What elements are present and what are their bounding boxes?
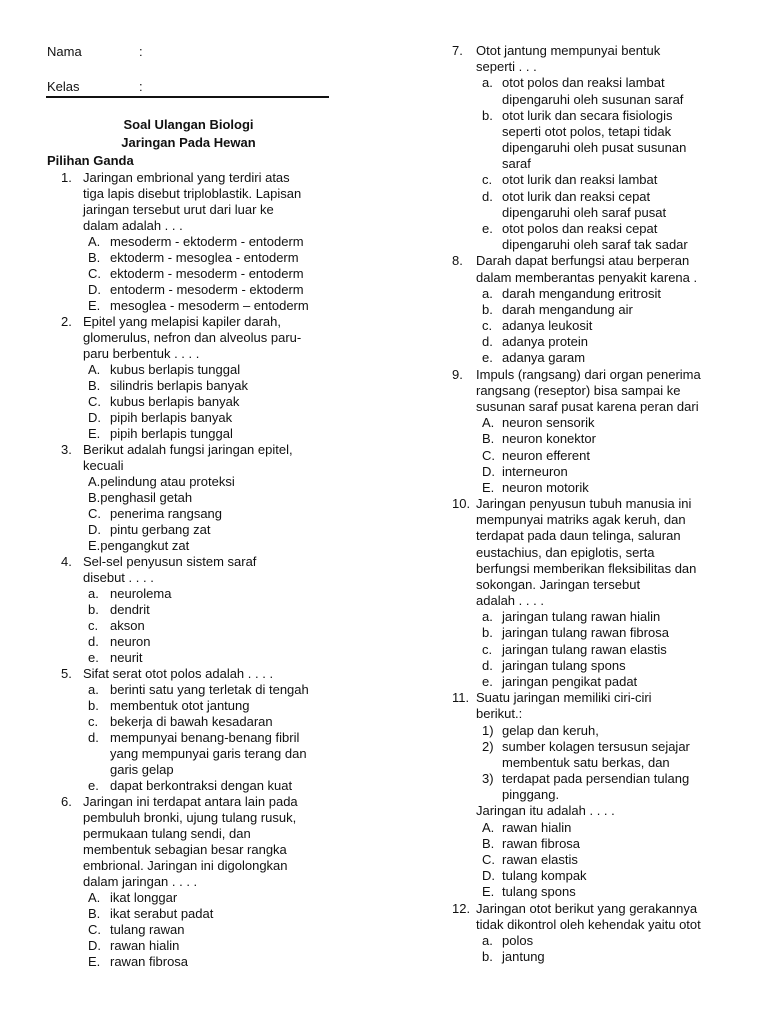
option-text: neuron <box>110 634 151 649</box>
option-label: d. <box>88 730 99 745</box>
kelas-label: Kelas <box>47 79 80 94</box>
question-text: rangsang (reseptor) bisa sampai ke <box>476 382 681 398</box>
option-label: D. <box>88 522 101 537</box>
option-text: rawan elastis <box>502 852 578 867</box>
option-label: a. <box>482 75 493 91</box>
option-text: mesoderm - ektoderm - entoderm <box>110 234 304 249</box>
question-text: dalam memberantas penyakit karena . <box>476 269 698 285</box>
question-number: 3. <box>61 442 72 457</box>
option-label: B. <box>88 906 101 921</box>
option-text: gelap dan keruh, <box>502 722 599 738</box>
option-text: neuron konektor <box>502 431 596 447</box>
option-text: rawan hialin <box>110 938 180 953</box>
question-text: Jaringan penyusun tubuh manusia ini <box>476 496 692 512</box>
option-label: c. <box>482 172 493 188</box>
option-label: b. <box>482 107 493 123</box>
option-label: A. <box>88 234 101 249</box>
option-text: neuron efferent <box>502 447 590 463</box>
option-text: neurit <box>110 650 143 665</box>
option-label: B. <box>482 835 495 851</box>
option-label: C. <box>88 922 101 937</box>
section-heading: Pilihan Ganda <box>47 153 134 168</box>
option-label: c. <box>88 714 99 729</box>
question-text: dalam adalah . . . <box>83 218 183 233</box>
question-text: glomerulus, nefron dan alveolus paru- <box>83 330 302 345</box>
question-number: 11. <box>452 690 470 706</box>
question-text: pembuluh bronki, ujung tulang rusuk, <box>83 810 297 825</box>
option-text: dipengaruhi oleh saraf tak sadar <box>502 237 688 253</box>
question-text: membentuk sebagian besar rangka <box>83 842 287 857</box>
option-label: C. <box>88 394 101 409</box>
option-text: membentuk satu berkas, dan <box>502 754 670 770</box>
option-label: B. <box>88 378 101 393</box>
option-text: pipih berlapis banyak <box>110 410 233 425</box>
option-text: otot polos dan reaksi lambat <box>502 75 665 91</box>
option-text: garis gelap <box>110 762 174 777</box>
option-label: a. <box>482 932 493 948</box>
option-text: otot lurik dan secara fisiologis <box>502 107 673 123</box>
option-label: e. <box>482 674 493 690</box>
option-text: A.pelindung atau proteksi <box>88 474 235 489</box>
option-text: yang mempunyai garis terang dan <box>110 746 307 761</box>
option-text: tulang kompak <box>502 868 587 884</box>
header-divider <box>46 96 329 98</box>
option-label: e. <box>88 778 99 793</box>
option-text: terdapat pada persendian tulang <box>502 771 690 787</box>
option-text: darah mengandung air <box>502 301 633 317</box>
nama-colon: : <box>139 44 143 59</box>
question-text: Darah dapat berfungsi atau berperan <box>476 253 690 269</box>
option-text: pinggang. <box>502 787 560 803</box>
question-text: tidak dikontrol oleh kehendak yaitu otot <box>476 916 701 932</box>
question-text: adalah . . . . <box>476 593 544 609</box>
question-text: Jaringan embrional yang terdiri atas <box>83 170 290 185</box>
option-text: dipengaruhi oleh pusat susunan <box>502 140 687 156</box>
option-text: dapat berkontraksi dengan kuat <box>110 778 293 793</box>
option-text: bekerja di bawah kesadaran <box>110 714 273 729</box>
option-text: pipih berlapis tunggal <box>110 426 233 441</box>
option-text: rawan hialin <box>502 819 572 835</box>
option-text: entoderm - mesoderm - ektoderm <box>110 282 304 297</box>
question-text: Impuls (rangsang) dari organ penerima <box>476 366 701 382</box>
option-text: neuron sensorik <box>502 415 595 431</box>
question-number: 1. <box>61 170 72 185</box>
option-label: 3) <box>482 771 494 787</box>
option-label: A. <box>88 890 101 905</box>
option-label: C. <box>482 852 495 867</box>
option-label: d. <box>482 188 493 204</box>
option-text: otot lurik dan reaksi lambat <box>502 172 658 188</box>
option-label: D. <box>88 938 101 953</box>
question-text: embrional. Jaringan ini digolongkan <box>83 858 288 873</box>
question-number: 8. <box>452 253 463 269</box>
question-number: 9. <box>452 366 463 382</box>
question-text: terdapat pada daun telinga, saluran <box>476 528 681 544</box>
option-label: A. <box>482 819 495 835</box>
question-number: 4. <box>61 554 72 569</box>
option-text: ikat serabut padat <box>110 906 214 921</box>
option-label: a. <box>482 609 493 625</box>
kelas-colon: : <box>139 79 143 94</box>
question-text: sokongan. Jaringan tersebut <box>476 576 641 592</box>
option-label: d. <box>88 634 99 649</box>
question-number: 7. <box>452 43 463 58</box>
option-text: adanya garam <box>502 350 586 366</box>
option-label: e. <box>482 220 493 236</box>
option-text: ektoderm - mesoderm - entoderm <box>110 266 304 281</box>
question-number: 10. <box>452 496 471 512</box>
question-text: mempunyai matriks agak keruh, dan <box>476 512 686 528</box>
option-label: e. <box>88 650 99 665</box>
option-text: ektoderm - mesoglea - entoderm <box>110 250 299 265</box>
option-text: interneuron <box>502 463 568 479</box>
question-text: kecuali <box>83 458 124 473</box>
option-text: adanya protein <box>502 334 589 350</box>
option-text: kubus berlapis tunggal <box>110 362 241 377</box>
option-label: B. <box>88 250 101 265</box>
option-text: otot polos dan reaksi cepat <box>502 220 658 236</box>
option-text: seperti otot polos, tetapi tidak <box>502 123 672 139</box>
option-text: dipengaruhi oleh susunan saraf <box>502 91 684 107</box>
option-text: dipengaruhi oleh saraf pusat <box>502 204 667 220</box>
question-text: paru berbentuk . . . . <box>83 346 200 361</box>
option-text: E.pengangkut zat <box>88 538 190 553</box>
question-number: 2. <box>61 314 72 329</box>
option-text: pintu gerbang zat <box>110 522 211 537</box>
option-label: C. <box>88 506 101 521</box>
option-label: C. <box>88 266 101 281</box>
question-text: Sifat serat otot polos adalah . . . . <box>83 666 274 681</box>
question-text: Jaringan ini terdapat antara lain pada <box>83 794 298 809</box>
option-text: rawan fibrosa <box>502 835 581 851</box>
option-text: jaringan tulang rawan hialin <box>502 609 661 625</box>
option-label: 2) <box>482 738 494 754</box>
option-label: a. <box>88 586 99 601</box>
question-number: 6. <box>61 794 72 809</box>
option-label: A. <box>482 415 495 431</box>
option-label: D. <box>482 463 495 479</box>
option-label: E. <box>482 884 495 900</box>
option-label: d. <box>482 657 493 673</box>
option-text: sumber kolagen tersusun sejajar <box>502 738 690 754</box>
question-text: seperti . . . <box>476 59 537 75</box>
option-text: dendrit <box>110 602 150 617</box>
option-label: D. <box>88 410 101 425</box>
option-text: penerima rangsang <box>110 506 223 521</box>
option-label: c. <box>88 618 99 633</box>
question-text: Jaringan otot berikut yang gerakannya <box>476 900 698 916</box>
option-text: ikat longgar <box>110 890 178 905</box>
question-text: tiga lapis disebut triploblastik. Lapisan <box>83 186 302 201</box>
option-label: b. <box>88 698 99 713</box>
question-text: Sel-sel penyusun sistem saraf <box>83 554 257 569</box>
question-text: Epitel yang melapisi kapiler darah, <box>83 314 281 329</box>
doc-subtitle: Jaringan Pada Hewan <box>121 135 256 150</box>
option-text: polos <box>502 932 534 948</box>
question-text: dalam jaringan . . . . <box>83 874 198 889</box>
option-label: e. <box>482 350 493 366</box>
option-text: tulang spons <box>502 884 576 900</box>
question-text: Jaringan itu adalah . . . . <box>476 803 615 819</box>
question-text: jaringan tersebut urut dari luar ke <box>83 202 274 217</box>
option-label: c. <box>482 641 493 657</box>
question-number: 12. <box>452 900 471 916</box>
option-label: b. <box>482 301 493 317</box>
option-label: b. <box>88 602 99 617</box>
option-label: a. <box>88 682 99 697</box>
option-text: rawan fibrosa <box>110 954 189 969</box>
option-text: mesoglea - mesoderm – entoderm <box>110 298 309 313</box>
option-text: adanya leukosit <box>502 318 593 334</box>
option-text: B.penghasil getah <box>88 490 193 505</box>
option-text: darah mengandung eritrosit <box>502 285 661 301</box>
option-label: b. <box>482 625 493 641</box>
option-text: akson <box>110 618 145 633</box>
option-text: jantung <box>502 949 545 965</box>
option-label: E. <box>88 954 101 969</box>
option-text: neurolema <box>110 586 172 601</box>
option-text: jaringan tulang rawan elastis <box>502 641 667 657</box>
option-text: otot lurik dan reaksi cepat <box>502 188 651 204</box>
option-text: membentuk otot jantung <box>110 698 250 713</box>
question-text: susunan saraf pusat karena peran dari <box>476 398 699 414</box>
question-text: disebut . . . . <box>83 570 154 585</box>
option-label: a. <box>482 285 493 301</box>
question-text: berfungsi memberikan fleksibilitas dan <box>476 560 697 576</box>
option-label: b. <box>482 949 493 965</box>
question-text: eustachius, dan epiglotis, serta <box>476 544 655 560</box>
option-text: kubus berlapis banyak <box>110 394 240 409</box>
question-text: Suatu jaringan memiliki ciri-ciri <box>476 690 652 706</box>
question-text: berikut.: <box>476 706 523 722</box>
option-label: E. <box>482 479 495 495</box>
option-text: tulang rawan <box>110 922 185 937</box>
option-text: silindris berlapis banyak <box>110 378 249 393</box>
option-text: saraf <box>502 156 531 172</box>
option-label: D. <box>482 868 495 884</box>
option-text: neuron motorik <box>502 479 589 495</box>
option-label: c. <box>482 318 493 334</box>
question-text: permukaan tulang sendi, dan <box>83 826 251 841</box>
option-label: B. <box>482 431 495 447</box>
nama-label: Nama <box>47 44 82 59</box>
question-number: 5. <box>61 666 72 681</box>
option-text: jaringan tulang rawan fibrosa <box>502 625 669 641</box>
option-label: E. <box>88 298 101 313</box>
option-label: A. <box>88 362 101 377</box>
option-text: jaringan pengikat padat <box>502 674 638 690</box>
question-text: Otot jantung mempunyai bentuk <box>476 43 661 58</box>
option-text: mempunyai benang-benang fibril <box>110 730 300 745</box>
question-text: Berikut adalah fungsi jaringan epitel, <box>83 442 293 457</box>
option-label: d. <box>482 334 493 350</box>
option-label: D. <box>88 282 101 297</box>
option-text: jaringan tulang spons <box>502 657 626 673</box>
option-label: C. <box>482 447 495 463</box>
option-label: E. <box>88 426 101 441</box>
option-label: 1) <box>482 722 494 738</box>
option-text: berinti satu yang terletak di tengah <box>110 682 309 697</box>
doc-title: Soal Ulangan Biologi <box>123 117 254 132</box>
